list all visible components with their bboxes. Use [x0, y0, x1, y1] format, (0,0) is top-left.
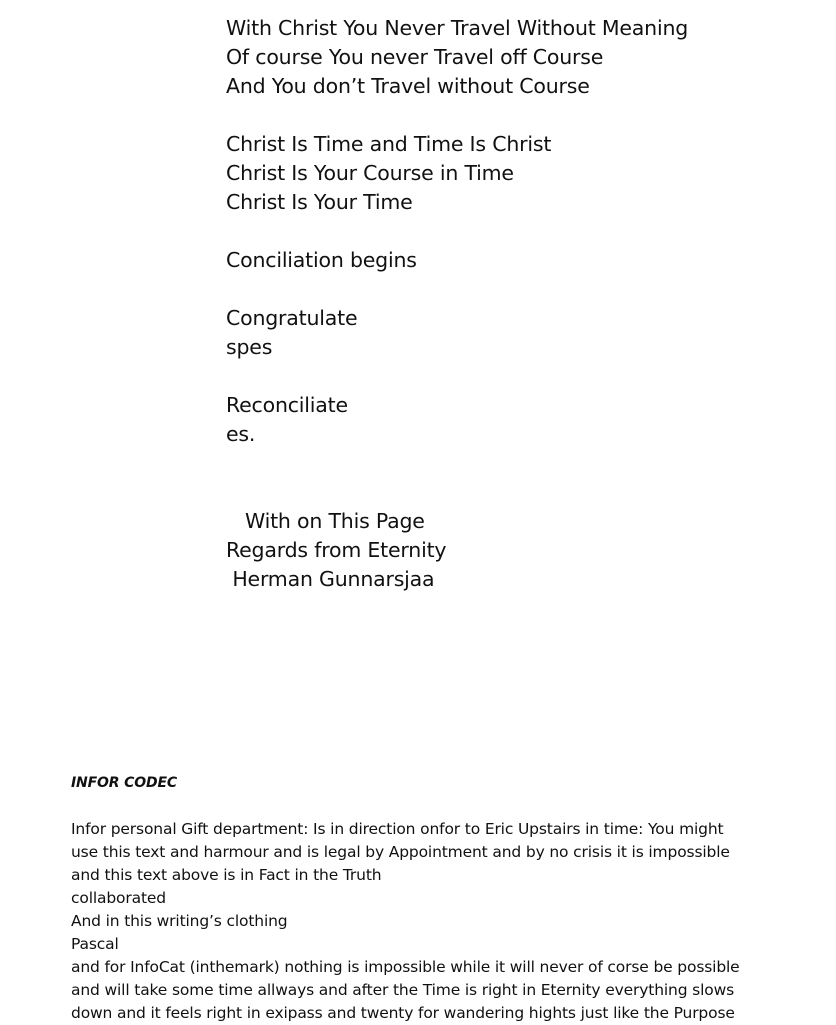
infor-line: down and it feels right in exipass and twenty for wandering hights just like the Purpose: [71, 1004, 735, 1022]
poem-line: Conciliation begins: [226, 248, 417, 272]
poem-line: Christ Is Time and Time Is Christ: [226, 132, 552, 156]
closing-line: Regards from Eternity: [226, 538, 447, 562]
infor-codec-heading: INFOR CODEC: [71, 775, 178, 791]
stanza-break: [226, 449, 786, 507]
infor-line: collaborated: [71, 889, 166, 907]
infor-line: Infor personal Gift department: Is in direction onfor to Eric Upstairs in time: You might: [71, 820, 724, 838]
infor-line: and will take some time allways and after the Time is right in Eternity everything slows: [71, 981, 735, 999]
infor-line: and this text above is in Fact in the Truth: [71, 866, 382, 884]
stanza-break: [226, 217, 786, 246]
poem-line: Congratulate: [226, 306, 358, 330]
infor-line: use this text and harmour and is legal by Appointment and by no crisis it is impossible: [71, 843, 730, 861]
signature-line: Herman Gunnarsjaa: [226, 567, 435, 591]
infor-line: Pascal: [71, 935, 119, 953]
closing-line: With on This Page: [226, 509, 425, 533]
poem-line: With Christ You Never Travel Without Meaning: [226, 16, 689, 40]
stanza-break: [226, 362, 786, 391]
poem-line: Reconciliate: [226, 393, 348, 417]
infor-line: And in this writing’s clothing: [71, 912, 288, 930]
poem-line: Of course You never Travel off Course: [226, 45, 604, 69]
poem-line: Christ Is Your Course in Time: [226, 161, 514, 185]
poem-line: And You don’t Travel without Course: [226, 74, 590, 98]
infor-line: and for InfoCat (inthemark) nothing is impossible while it will never of corse be possible: [71, 958, 740, 976]
poem: [226, 14, 786, 594]
infor-codec-section: [71, 772, 791, 1025]
paragraph-break: [71, 795, 791, 818]
stanza-break: [226, 275, 786, 304]
stanza-break: [226, 101, 786, 130]
poem-line: Christ Is Your Time: [226, 190, 413, 214]
poem-line: es.: [226, 422, 256, 446]
poem-line: spes: [226, 335, 273, 359]
